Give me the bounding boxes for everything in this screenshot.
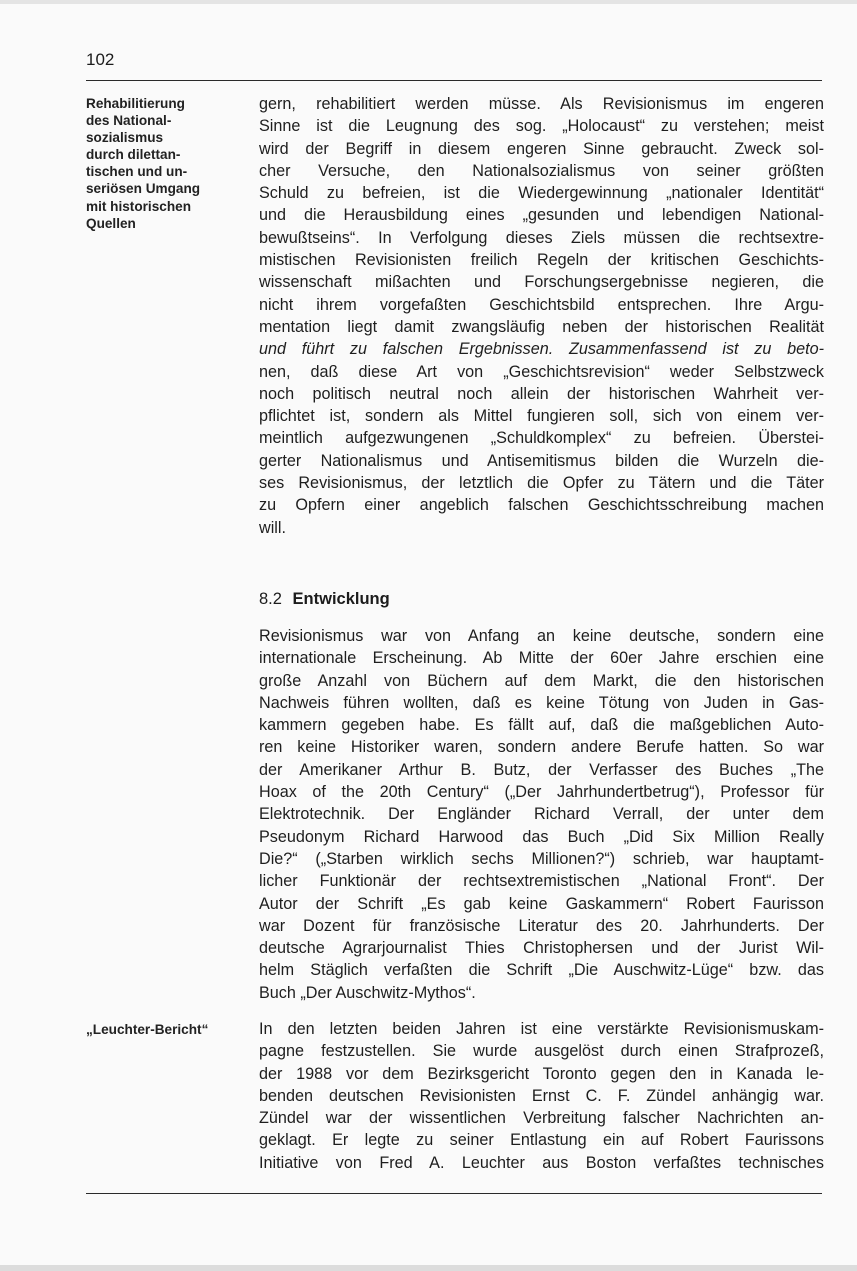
text-line: nen, daß diese Art von „Geschichtsrevision“ weder Selbstzweck [259,362,824,381]
text-line: wird der Begriff in diesem engeren Sinne gebraucht. Zweck sol- [259,139,824,158]
text-line: Nachweis führen wollten, daß es keine Tötung von Juden in Gas- [259,693,824,712]
text-line: meintlich aufgezwungenen „Schuldkomplex“ zu befreien. Überstei- [259,429,824,448]
text-line: Pseudonym Richard Harwood das Buch „Did Six Million Really [259,827,824,846]
scan-edge-bottom [0,1265,857,1271]
section-number: 8.2 [259,590,282,608]
text-line: Autor der Schrift „Es gab keine Gaskammern“ Robert Faurisson [259,894,824,913]
text-line: Sinne ist die Leugnung des sog. „Holocaust“ zu verstehen; meist [259,117,824,136]
text-line: internationale Erscheinung. Ab Mitte der 60er Jahre erschien eine [259,649,824,668]
text-line: und die Herausbildung eines „gesunden und lebendigen National- [259,206,824,225]
text-line: helm Stäglich verfaßten die Schrift „Die Auschwitz-Lüge“ bzw. das [259,961,824,980]
text-line: geklagt. Er legte zu seiner Entlastung ein auf Robert Faurissons [259,1131,824,1150]
text-line: benden deutschen Revisionisten Ernst C. F. Zündel anhängig war. [259,1086,824,1105]
text-line: Schuld zu befreien, ist die Wiedergewinnung „nationaler Identität“ [259,184,824,203]
margin-note-line: durch dilettan- [86,147,181,163]
text-line: gerter Nationalismus und Antisemitismus bilden die Wurzeln die- [259,451,824,470]
scan-edge-top [0,0,857,4]
text-line: pagne festzustellen. Sie wurde ausgelöst durch einen Strafprozeß, [259,1042,824,1061]
text-line: mentation liegt damit zwangsläufig neben der historischen Realität [259,317,824,336]
margin-note-line: seriösen Umgang [86,181,201,197]
footer-rule [86,1193,822,1194]
text-line: ren keine Historiker waren, sondern andere Berufe hatten. So war [259,738,824,757]
text-line: bewußtseins“. In Verfolgung dieses Ziels müssen die rechtsextre- [259,228,824,247]
text-line: war Dozent für französische Literatur des 20. Jahrhunderts. Der [259,916,824,935]
text-line: gern, rehabilitiert werden müsse. Als Revisionismus im engeren [259,95,824,113]
text-line: In den letzten beiden Jahren ist eine verstärkte Revisionismuskam- [259,1020,824,1038]
section-heading [259,590,390,609]
text-line: will. [259,518,286,537]
margin-note-leuchter-bericht [86,1021,246,1038]
page-number: 102 [86,50,115,69]
margin-note-line: Quellen [86,215,136,231]
section-title: Entwicklung [292,590,390,608]
text-line: kammern gegeben habe. Es fällt auf, daß die maßgeblichen Auto- [259,716,824,735]
text-line: zu Opfern einer angeblich falschen Geschichtsschreibung machen [259,496,824,515]
text-line: Initiative von Fred A. Leuchter aus Boston verfaßtes technisches [259,1153,824,1172]
paragraph-leuchter [259,1018,824,1174]
paragraph-entwicklung [259,625,824,1004]
margin-note-rehabilitierung [86,95,246,232]
text-line: Hoax of the 20th Century“ („Der Jahrhundertbetrug“), Professor für [259,783,824,802]
text-line: mistischen Revisionisten freilich Regeln der kritischen Geschichts- [259,251,824,270]
margin-note-line: des National- [86,113,172,129]
text-line: deutsche Agrarjournalist Thies Christophersen und der Jurist Wil- [259,939,824,958]
margin-note-line: sozialismus [86,130,164,146]
text-line: Elektrotechnik. Der Engländer Richard Verrall, der unter dem [259,805,824,824]
text-line: licher Funktionär der rechtsextremistischen „National Front“. Der [259,872,824,891]
text-line-italic: und führt zu falschen Ergebnissen. Zusammenfassend ist zu beto- [259,340,824,359]
text-line: Die?“ („Starben wirklich sechs Millionen?“) schrieb, war hauptamt- [259,849,824,868]
text-line: cher Versuche, den Nationalsozialismus von seiner größten [259,161,824,180]
text-line: noch politisch neutral noch allein der historischen Wahrheit ver- [259,384,824,403]
margin-note-line: mit historischen [86,198,191,214]
margin-note-line: Rehabilitierung [86,96,185,111]
text-line: Zündel war der wissentlichen Verbreitung falscher Nachrichten an- [259,1109,824,1128]
text-line: Revisionismus war von Anfang an keine deutsche, sondern eine [259,627,824,645]
text-line: große Anzahl von Büchern auf dem Markt, die den historischen [259,671,824,690]
text-line: Buch „Der Auschwitz-Mythos“. [259,983,476,1002]
text-line: der 1988 vor dem Bezirksgericht Toronto gegen den in Kanada le- [259,1064,824,1083]
text-line: pflichtet ist, sondern als Mittel fungieren soll, sich von einem ver- [259,407,824,426]
text-line: nicht ihrem vorgefaßten Geschichtsbild entsprechen. Ihre Argu- [259,295,824,314]
text-line: wissenschaft mißachten und Forschungsergebnisse negieren, die [259,273,824,292]
text-line: der Amerikaner Arthur B. Butz, der Verfasser des Buches „The [259,760,824,779]
header-rule [86,80,822,81]
margin-note-line: tischen und un- [86,164,188,180]
paragraph-revisionismus [259,93,824,539]
margin-note-line: „Leuchter-Bericht“ [86,1022,209,1037]
text-line: ses Revisionismus, der letztlich die Opfer zu Tätern und die Täter [259,474,824,493]
